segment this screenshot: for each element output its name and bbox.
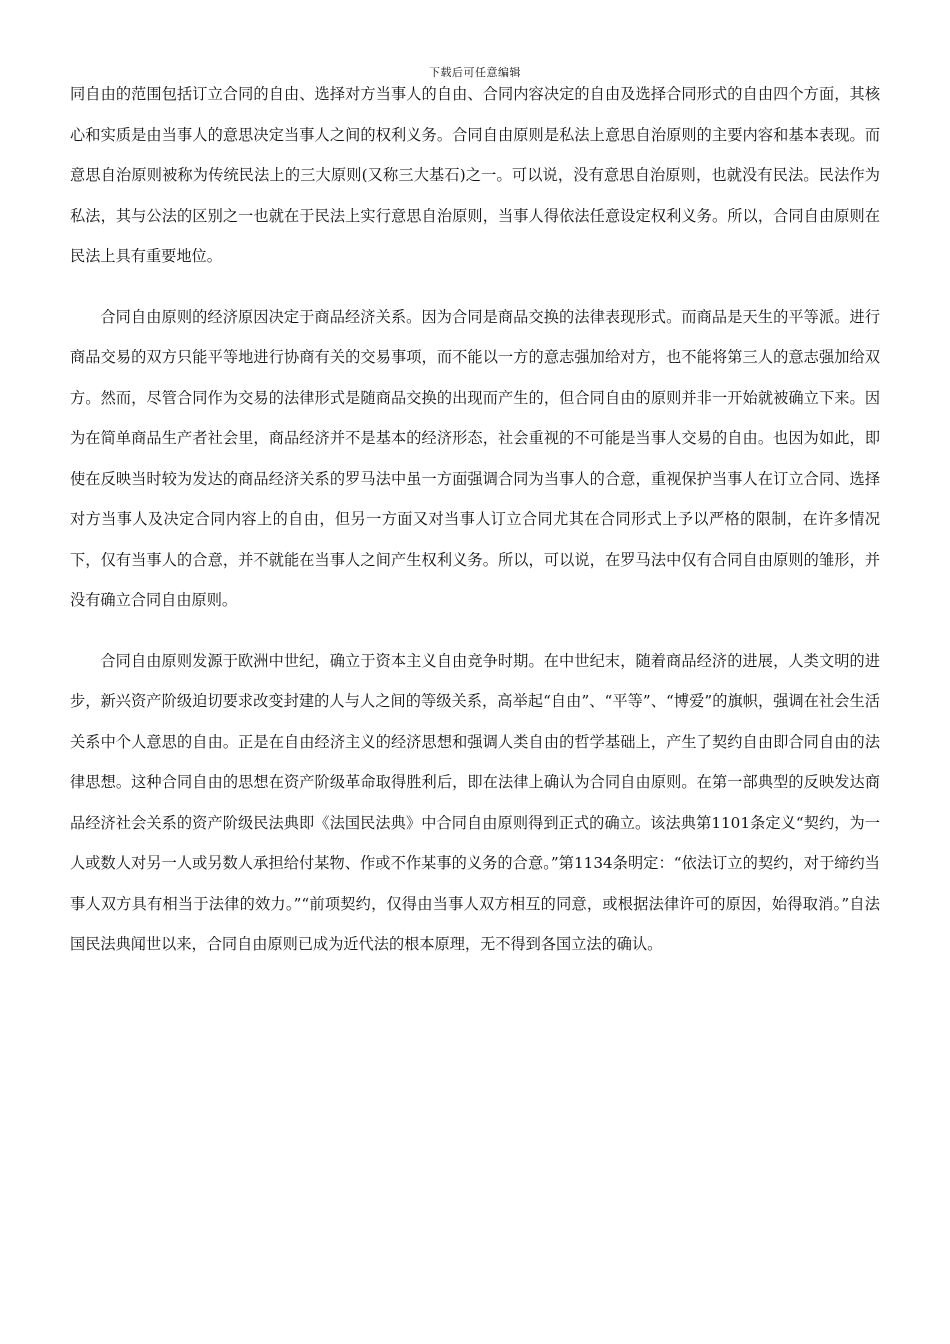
page-header: 下载后可任意编辑 <box>429 66 521 79</box>
document-body <box>70 74 880 985</box>
paragraph-3: 合同自由原则发源于欧洲中世纪，确立于资本主义自由竞争时期。在中世纪末，随着商品经济的进展，人类文明的进步，新兴资产阶级迫切要求改变封建的人与人之间的等级关系，高举起“自由”、“平等”、“博爱”的旗帜，强调在社会生活关系中个人意思的自由。正是在自由经济主义的经济思想和强调人类自由的哲学基础上，产生了契约自由即合同自由的法律思想。这种合同自由的思想在资产阶级革命取得胜利后，即在法律上确认为合同自由原则。在第一部典型的反映发达商品经济社会关系的资产阶级民法典即《法国民法典》中合同自由原则得到正式的确立。该法典第1101条定义“契约，为一人或数人对另一人或另数人承担给付某物、作或不作某事的义务的合意。”第1134条明定：“依法订立的契约，对于缔约当事人双方具有相当于法律的效力。”“前项契约，仅得由当事人双方相互的同意，或根据法律许可的原因，始得取消。”自法国民法典闻世以来，合同自由原则已成为近代法的根本原理，无不得到各国立法的确认。 <box>70 651 880 953</box>
paragraph-1: 同自由的范围包括订立合同的自由、选择对方当事人的自由、合同内容决定的自由及选择合同形式的自由四个方面，其核心和实质是由当事人的意思决定当事人之间的权利义务。合同自由原则是私法上意思自治原则的主要内容和基本表现。而意思自治原则被称为传统民法上的三大原则(又称三大基石)之一。可以说，没有意思自治原则，也就没有民法。民法作为私法，其与公法的区别之一也就在于民法上实行意思自治原则，当事人得依法任意设定权利义务。所以，合同自由原则在民法上具有重要地位。 <box>70 85 880 265</box>
paragraph-2: 合同自由原则的经济原因决定于商品经济关系。因为合同是商品交换的法律表现形式。而商品是天生的平等派。进行商品交易的双方只能平等地进行协商有关的交易事项，而不能以一方的意志强加给对方，也不能将第三人的意志强加给双方。然而，尽管合同作为交易的法律形式是随商品交换的出现而产生的，但合同自由的原则并非一开始就被确立下来。因为在简单商品生产者社会里，商品经济并不是基本的经济形态，社会重视的不可能是当事人交易的自由。也因为如此，即使在反映当时较为发达的商品经济关系的罗马法中虽一方面强调合同为当事人的合意，重视保护当事人在订立合同、选择对方当事人及决定合同内容上的自由，但另一方面又对当事人订立合同尤其在合同形式上予以严格的限制，在许多情况下，仅有当事人的合意，并不就能在当事人之间产生权利义务。所以，可以说，在罗马法中仅有合同自由原则的雏形，并没有确立合同自由原则。 <box>70 307 880 609</box>
